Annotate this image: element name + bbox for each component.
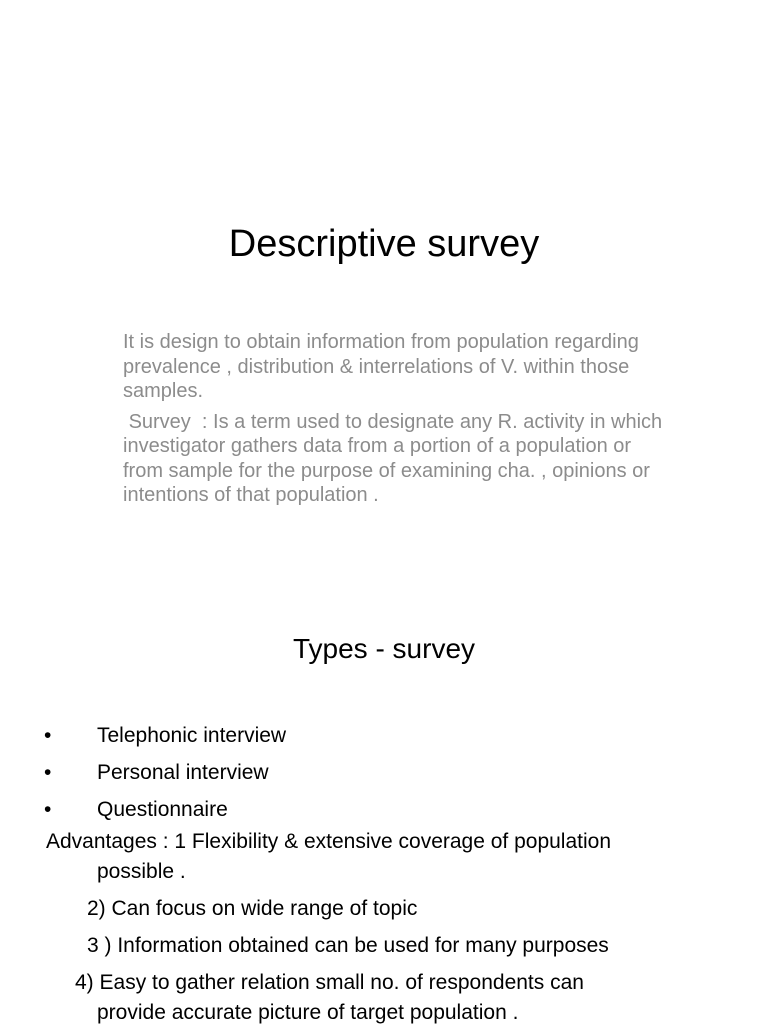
- definition-paragraph: It is design to obtain information from population regarding prevalence , distribution & interrelations of V. within those samples.: [123, 331, 639, 402]
- advantage-item-2: 2) Can focus on wide range of topic: [87, 897, 418, 920]
- advantage-item-3: 3 ) Information obtained can be used for many purposes: [87, 934, 609, 957]
- slide-title: Types - survey: [292, 633, 476, 664]
- slide-body: [123, 330, 668, 514]
- advantage-item-1: Advantages : 1 Flexibility & extensive coverage of population: [46, 830, 612, 853]
- survey-types-list: [44, 717, 286, 828]
- advantage-item-4-continued: provide accurate picture of target population .: [97, 1001, 519, 1024]
- bullet-icon: •: [44, 798, 52, 821]
- survey-definition-paragraph: Survey : Is a term used to designate any R. activity in which investigator gathers data from a portion of a population or from sample for the purpose of examining cha. , opinions or intentions of that population .: [123, 410, 668, 506]
- slide-title: Descriptive survey: [228, 223, 540, 265]
- list-item: [44, 791, 286, 828]
- bullet-icon: •: [44, 724, 52, 747]
- advantage-item-1-continued: possible .: [97, 860, 186, 883]
- list-item: [44, 717, 286, 754]
- advantage-item-4: 4) Easy to gather relation small no. of respondents can: [75, 971, 584, 994]
- slide-types-survey: [0, 590, 768, 1024]
- list-item-label: Personal interview: [97, 761, 269, 784]
- list-item-label: Questionnaire: [97, 798, 228, 821]
- list-item-label: Telephonic interview: [97, 724, 287, 747]
- advantages-block: [46, 827, 756, 1024]
- list-item: [44, 754, 286, 791]
- bullet-icon: •: [44, 761, 52, 784]
